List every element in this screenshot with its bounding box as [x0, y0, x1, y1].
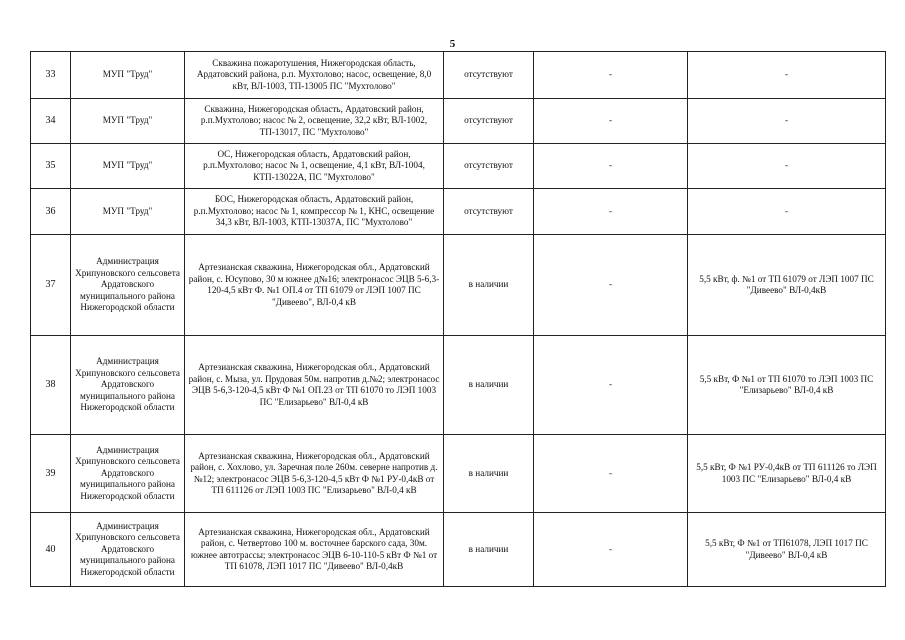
owner-cell: МУП "Труд" — [71, 189, 185, 235]
col5-cell: - — [534, 189, 688, 235]
row-number: 38 — [31, 336, 71, 435]
status-cell: отсутствуют — [444, 52, 534, 99]
col6-cell: 5,5 кВт, ф. №1 от ТП 61079 от ЛЭП 1007 ПС "Дивеево" ВЛ-0,4кВ — [688, 235, 886, 336]
table-row — [31, 52, 886, 99]
object-cell: Скважина, Нижегородская область, Ардатовский район, р.п.Мухтолово; насос № 2, освещение, 32,2 кВт, ВЛ-1002, ТП-13017, ПС "Мухтолово" — [185, 99, 444, 144]
table-row — [31, 99, 886, 144]
row-number: 39 — [31, 435, 71, 513]
status-cell: отсутствуют — [444, 144, 534, 189]
table-row — [31, 513, 886, 587]
col5-cell: - — [534, 99, 688, 144]
col5-cell: - — [534, 336, 688, 435]
object-cell: ОС, Нижегородская область, Ардатовский район, р.п.Мухтолово; насос № 1, освещение, 4,1 кВт, ВЛ-1004, КТП-13022А, ПС "Мухтолово" — [185, 144, 444, 189]
owner-cell: Администрация Хрипуновского сельсовета Ардатовского муниципального района Нижегородской области — [71, 235, 185, 336]
owner-cell: МУП "Труд" — [71, 144, 185, 189]
table-row — [31, 435, 886, 513]
data-table — [30, 51, 886, 587]
col5-cell: - — [534, 513, 688, 587]
col6-cell: 5,5 кВт, Ф №1 РУ-0,4кВ от ТП 611126 то ЛЭП 1003 ПС "Елизарьево" ВЛ-0,4 кВ — [688, 435, 886, 513]
col5-cell: - — [534, 52, 688, 99]
row-number: 40 — [31, 513, 71, 587]
row-number: 34 — [31, 99, 71, 144]
row-number: 35 — [31, 144, 71, 189]
status-cell: отсутствуют — [444, 189, 534, 235]
table-row — [31, 336, 886, 435]
owner-cell: Администрация Хрипуновского сельсовета Ардатовского муниципального района Нижегородской области — [71, 435, 185, 513]
col5-cell: - — [534, 144, 688, 189]
col5-cell: - — [534, 435, 688, 513]
status-cell: в наличии — [444, 435, 534, 513]
col6-cell: - — [688, 144, 886, 189]
object-cell: Артезианская скважина, Нижегородская обл., Ардатовский район, с. Хохлово, ул. Заречная поле 260м. северне напротив д.№12; электронасос ЭЦВ 5-6,3-120-4,5 кВт Ф №1 РУ-0,4кВ от ТП 611126 от ЛЭП 1003 ПС "Елизарьево" ВЛ-0,4 кВ — [185, 435, 444, 513]
status-cell: в наличии — [444, 336, 534, 435]
row-number: 33 — [31, 52, 71, 99]
status-cell: в наличии — [444, 513, 534, 587]
object-cell: БОС, Нижегородская область, Ардатовский район, р.п.Мухтолово; насос № 1, компрессор № 1, КНС, освещение 34,3 кВт, ВЛ-1003, КТП-13037А, ПС "Мухтолово" — [185, 189, 444, 235]
object-cell: Скважина пожаротушения, Нижегородская область, Ардатовский района, р.п. Мухтолово; насос, освещение, 8,0 кВт, ВЛ-1003, ТП-13005 ПС "Мухтолово" — [185, 52, 444, 99]
object-cell: Артезианская скважина, Нижегородская обл., Ардатовский район, с. Мыза, ул. Прудовая 50м. напротив д.№2; электронасос ЭЦВ 5-6,3-120-4,5 кВт Ф №1 ОП.23 от ТП 61070 то ЛЭП 1003 ПС "Елизарьево" ВЛ-0,4 кВ — [185, 336, 444, 435]
col6-cell: 5,5 кВт, Ф №1 от ТП 61070 то ЛЭП 1003 ПС "Елизарьево" ВЛ-0,4 кВ — [688, 336, 886, 435]
owner-cell: Администрация Хрипуновского сельсовета Ардатовского муниципального района Нижегородской области — [71, 513, 185, 587]
status-cell: отсутствуют — [444, 99, 534, 144]
status-cell: в наличии — [444, 235, 534, 336]
row-number: 37 — [31, 235, 71, 336]
owner-cell: МУП "Труд" — [71, 99, 185, 144]
table-row — [31, 235, 886, 336]
page-number: 5 — [449, 38, 456, 50]
owner-cell: Администрация Хрипуновского сельсовета Ардатовского муниципального района Нижегородской области — [71, 336, 185, 435]
object-cell: Артезианская скважина, Нижегородская обл., Ардатовский район, с. Юсупово, 30 м южнее д№16; электронасос ЭЦВ 5-6,3-120-4,5 кВт Ф. №1 ОП.4 от ТП 61079 от ЛЭП 1007 ПС "Дивеево", ВЛ-0,4 кВ — [185, 235, 444, 336]
col6-cell: - — [688, 99, 886, 144]
col6-cell: 5,5 кВт, Ф №1 от ТП61078, ЛЭП 1017 ПС "Дивеево" ВЛ-0,4 кВ — [688, 513, 886, 587]
table-row — [31, 144, 886, 189]
owner-cell: МУП "Труд" — [71, 52, 185, 99]
col6-cell: - — [688, 189, 886, 235]
col6-cell: - — [688, 52, 886, 99]
table-row — [31, 189, 886, 235]
object-cell: Артезианская скважина, Нижегородская обл., Ардатовский район, с. Четвертово 100 м. восточнее барского сада, 30м. южнее автотрассы; электронасос ЭЦВ 6-10-110-5 кВт Ф №1 от ТП 61078, ЛЭП 1017 ПС "Дивеево" ВЛ-0,4кВ — [185, 513, 444, 587]
col5-cell: - — [534, 235, 688, 336]
row-number: 36 — [31, 189, 71, 235]
